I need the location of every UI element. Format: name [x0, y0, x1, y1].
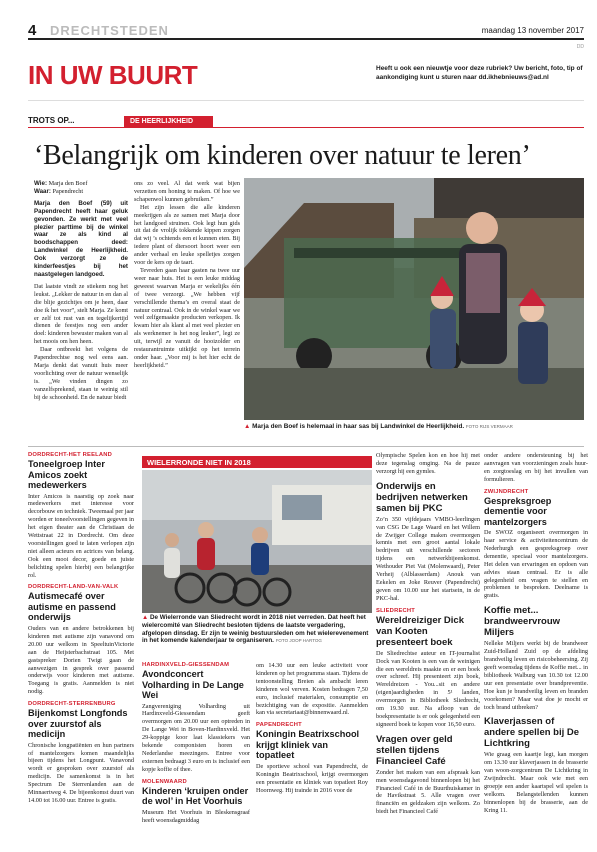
brief-body: om 14.30 uur een leuke activiteit voor kinderen op het programma staan. Tijdens de tentoonstelling Breien als ambacht leren kinderen wol verven. Kosten bedragen 7,50 euro, inclusief materialen, consumptie en bezichtiging van de expositie. Aanmelden kan via secretariaat@binnenwaard.nl.	[256, 662, 368, 717]
section-title: IN UW BUURT	[28, 60, 198, 90]
feature-caption-text: Marja den Boef is helemaal in haar sas bij Landwinkel de Heerlijkheid.	[252, 423, 465, 430]
brief-body: Olympische Spelen kon en hoe hij met deze tegenslag omging. Na de pauze verzorgt hij een gymles.	[376, 452, 480, 475]
brief-item	[142, 779, 250, 825]
briefs-column-1	[28, 452, 134, 805]
brief-item	[28, 452, 134, 579]
photo-credit: FOTO JOOP HARTOG	[275, 638, 322, 644]
brief-location: DORDRECHT-STERRENBURG	[28, 701, 116, 708]
brief-headline: Klaverjassen of andere spellen bij De Lichtkring	[484, 716, 580, 750]
wielronde-caption-text: De Wielerronde van Sliedrecht wordt in 2018 niet verreden. Dat heeft het wielercomité van Sliedrecht besloten tijdens de laatste vergadering, afgelopen dinsdag. Er zijn te weinig bestuursleden om het wielerevenement in het komende kalenderjaar te organiseren.	[142, 614, 369, 645]
brief-item	[484, 605, 588, 711]
section-name: DRECHTSTEDEN	[50, 23, 169, 38]
briefs-column-4	[376, 452, 480, 816]
brief-item	[376, 452, 480, 476]
brief-body: Zangvereniging Volharding uit Hardinxveld-Giessendam geeft overmorgen om 20.00 uur een optreden in De Lange Wei in Boven-Hardinxveld. Het 29-koppige koor laat klassiekers van bekende componisten horen en Nederlandse meezingers. Entree voor externen bedraagt 3 euro en is inclusief een kopje koffie of thee.	[142, 702, 250, 773]
brief-body: Wie graag een kaartje legt, kan morgen om 13.30 uur klaverjassen in de brasserie van woon-zorgcentrum De Lichtkring in Zwijndrecht. Maar ook wie met een groepje een ander kaartspel wil spelen is welkom. Belangstellenden kunnen binnenlopen bij de brasserie, aan de Kring 11.	[484, 751, 588, 814]
caption-triangle-icon: ▲	[244, 423, 251, 430]
feature-paragraph: Dat laatste vindt ze stiekem nog het leukst. „Lekker de natuur in en dan al die blije gezichtjes om je heen, daar doe ik het voor”, stelt Marja. Ze komt er zelf tot rust van en tegelijkertijd dienen de feestjes nog een ander doel: kinderen bewuster maken van al het moois om hen heen.	[34, 282, 128, 346]
brief-item	[28, 701, 134, 805]
divider	[28, 446, 584, 447]
feature-paragraph: Daar ontbreekt het volgens de Papendrechtse nog wel eens aan. Marja denkt dat vanuit huis meer voorlichting over de natuur wenselijk is. „We vinden dingen zo vanzelfsprekend, staan te weinig stil bij de schoonheid. En de natuur biedt	[34, 346, 128, 401]
feature-paragraph: ons zo veel. Al dat werk wat bijen verzetten om honing te maken. Of hoe we schapenwol kunnen gebruiken.”	[134, 180, 240, 203]
wielronde-photo	[142, 470, 372, 613]
feature-column-1	[34, 180, 128, 401]
brief-location: DORDRECHT-HET REELAND	[28, 452, 113, 458]
brief-location: DORDRECHT-LAND-VAN-VALK	[28, 584, 119, 591]
brief-location: SLIEDRECHT	[376, 607, 416, 614]
brief-location: PAPENDRECHT	[256, 722, 302, 729]
feature-photo	[244, 178, 584, 420]
brief-headline: Gespreksgroep dementie voor mantelzorgers	[484, 495, 552, 527]
brief-body: Nelleke Miljers werkt bij de brandweer Zuid-Holland Zuid op de afdeling brandveilig leven en risicobeheersing. Zij geeft woensdag tijdens de Koffie met... in bibliotheek Walburg van 10.30 tot 12.00 uur een presentatie over brandpreventie. Hoe kun je brandveilig leven en branden voorkomen? Maar wat doe je mocht er toch brand uitbreken?	[484, 640, 588, 711]
brief-item	[376, 734, 480, 816]
feature-intro-text: Marja den Boef (59) uit Papendrecht heeft haar geluk gevonden. Ze werkt met veel plezier parttime bij de winkel waar ze als kind al boodschappen deed: Landwinkel de Heerlijkheid. Ook verzorgt ze de kinderfeestjes bij het naastgelegen landgoed.	[34, 199, 128, 278]
briefs-column-5	[484, 452, 588, 815]
brief-headline: Vragen over geld stellen tijdens Financieel Café	[376, 733, 453, 767]
feature-headline: ‘Belangrijk om kinderen over natuur te leren’	[34, 140, 531, 171]
feature-tag: DE HEERLIJKHEID	[124, 116, 213, 128]
brief-item	[484, 452, 588, 484]
brief-item	[484, 489, 588, 601]
brief-body: De sportieve school van Papendrecht, de Koningin Beatrixschool, krijgt overmorgen een presentatie en kliniek van topatleet Roy Hoornweg. Hij trainde in 2016 voor de	[256, 762, 368, 794]
brief-headline: Autismecafé over autisme en passend onderwijs	[28, 591, 116, 623]
wielronde-tag: WIELERRONDE NIET IN 2018	[142, 456, 372, 468]
brief-item	[376, 608, 480, 729]
briefs-column-3	[256, 662, 368, 794]
feature-caption	[244, 423, 584, 430]
brief-body: Zonder het maken van een afspraak kan men woensdagavond binnenlopen bij het Financieel Café in de Buurthuiskamer in de Havikstraat 5. Alle vragen over financiën en geldzaken zijn welkom. Zo biedt het Financieel Café	[376, 768, 480, 816]
wie-value: Marja den Boef	[48, 180, 88, 187]
brief-body: Ouders van en andere betrokkenen bij kinderen met autisme zijn vanavond om 20.00 uur welkom in SpeeltuinVictorie aan de Heijsterbachstraat 105. Met gastspreker Dorien Twigt gaan de aanwezigen in gesprek over passend onderwijs voor kinderen met autisme. Toegang is gratis. Aanmelden is niet nodig.	[28, 624, 134, 696]
caption-triangle-icon: ▲	[142, 614, 149, 621]
feature-photo-illustration	[244, 178, 584, 420]
brief-body: Inter Amicos is naarstig op zoek naar medewerkers met interesse voor decorbouw en techniek. Tweemaal per jaar worden er toneelvoorstellingen gegeven in het eigen theater aan de Christiaan de Wettstraat 22 in Dordrecht. Om deze voorstellingen goed te laten verlopen zijn niet alleen acteurs en actrices van belang. Ook een mooi decor, goede en juiste belichting spelen hierbij een belangrijke rol.	[28, 492, 134, 579]
masthead	[28, 22, 584, 50]
waar-line	[34, 188, 128, 196]
brief-item	[28, 584, 134, 696]
brief-headline: Onderwijs en bedrijven netwerken samen bij PKC	[376, 480, 468, 514]
wie-line	[34, 180, 128, 188]
feature-paragraph: Tevreden gaan haar gasten na twee uur weer naar huis. Het is een leuke middag geweest waarvan Marja er wekelijks één of twee verzorgt. „We hebben vijf verschillende thema’s en overal staat de natuur centraal. Ook in de winkel waar we veel zelfgemaakte producten verkopen. Ik kwam hier als klant al met veel plezier en als werknemer is het nog leuker”, legt ze uit, terwijl ze vanuit de hooizolder en restaurantruimte uitkijkt op het terrein onder haar. „Voor mij is het hier echt de heerlijkheid.”	[134, 266, 240, 369]
brief-location: MOLENWAARD	[142, 778, 187, 785]
brief-item	[142, 662, 250, 774]
divider	[28, 100, 584, 101]
issue-date: maandag 13 november 2017	[481, 26, 584, 35]
wie-label: Wie:	[34, 180, 48, 187]
brief-body: onder andere ondersteuning bij het aanvragen van voorzieningen zoals huur- en zorgtoeslag en bij het invullen van formulieren.	[484, 452, 588, 483]
wielronde-photo-illustration	[142, 470, 372, 613]
brief-item	[484, 716, 588, 814]
brief-headline: Koffie met... brandweervrouw Miljers	[484, 605, 561, 639]
brief-body: Chronische longpatiënten en hun partners of mantelzorgers komen maandelijks bijeen tijdens het Longpunt. Vanavond wordt er gesproken over zuurstof als medicijn. De samenkomst is in het Spectrum De Sterrenlanden aan de Minnaertweg 4. De bijeenkomst duurt van 14.00 tot 16.00 uur. Entree is gratis.	[28, 741, 134, 804]
section-note: Heeft u ook een nieuwtje voor deze rubriek? Uw bericht, foto, tip of aankondiging kunt u sturen naar dd.ikhebnieuws@ad.nl	[376, 65, 583, 81]
brief-location: ZWIJNDRECHT	[484, 488, 529, 495]
photo-credit: FOTO RIJS VERMAAR	[465, 424, 513, 429]
page-number: 4	[28, 22, 37, 39]
brief-headline: Koningin Beatrixschool krijgt kliniek van topatleet	[256, 729, 360, 761]
brief-headline: Avondconcert Volharding in De Lange Wei	[142, 669, 244, 700]
page-code: DD	[576, 44, 584, 50]
feature-paragraph: Het zijn lessen die alle kinderen meekrijgen als ze samen met Marja door het landgoed struinen. Ook legt hun gids uit dat de vrolijk tokkende kippen zorgen dat wij ’s ochtends een ei kunnen eten. Bij iedere plant of diersoort hoort weer een ander verhaal en leuke spelletjes zorgen voor de kers op de taart.	[134, 203, 240, 267]
brief-headline: Kinderen ‘kruipen onder de wol’ in Het Voorhuis	[142, 785, 249, 807]
brief-body: De SWOZ organiseert overmorgen in haar service & activiteitencentrum de Nederhurgh een gespreksgroep over dementie, speciaal voor mantelzorgers. Het delen van ervaringen en opdoen van advies staan centraal. Er is alle gelegenheid om vragen te stellen en problemen te bespreken. Deelname is gratis.	[484, 529, 588, 600]
brief-item	[376, 481, 480, 603]
feature-kicker: TROTS OP...	[28, 116, 75, 125]
brief-headline: Toneelgroep Inter Amicos zoekt medewerkers	[28, 459, 105, 490]
feature-column-2	[134, 180, 240, 370]
brief-headline: Wereldreiziger Dick van Kooten presenteert boek	[376, 614, 465, 648]
briefs-column-2	[142, 662, 250, 824]
wielronde-caption	[142, 614, 372, 645]
brief-body: De Sliedrechtse auteur en IT-journalist Dock van Kooten is een van de weinigen die een wereldreis maakte en er een boek over schreef. Hij presenteert zijn boek, Wereldreizen - You...sit en andere (eigen)aardigheden in 5¹ landen, overmorgen in Bibliotheek Sliedrecht, om 19.30 uur. Na afloop van de boekpresentatie is er ook gelegenheid een signeerd boek te kopen voor 16,50 euro.	[376, 649, 480, 728]
feature-kicker-bar	[28, 116, 584, 128]
brief-location: HARDINXVELD-GIESSENDAM	[142, 662, 230, 668]
waar-label: Waar:	[34, 187, 51, 195]
brief-body: Museum Het Voorhuis in Bleskensgraaf heeft woensdagmiddag	[142, 808, 250, 824]
brief-body: Zo’n 350 vijfdejaars VMBO-leerlingen van CSG De Lage Waard en het Willem de Zwijger College maken overmorgen kennis met een groot aantal lokale bedrijven uit verschillende sectoren tijdens een netwerkbijeenkomst. Wethouder Piet Vat (Molenwaard), Peter Verheij (Alblasserdam) Anouk van Eekelen en Joke Reuver (Papendrecht) geven om 10.00 uur het startsein, in de PKC-hal.	[376, 515, 480, 602]
feature-intro	[34, 200, 128, 279]
brief-headline: Bijenkomst Longfonds over zuurstof als medicijn	[28, 708, 128, 740]
waar-value: Papendrecht	[52, 187, 84, 195]
